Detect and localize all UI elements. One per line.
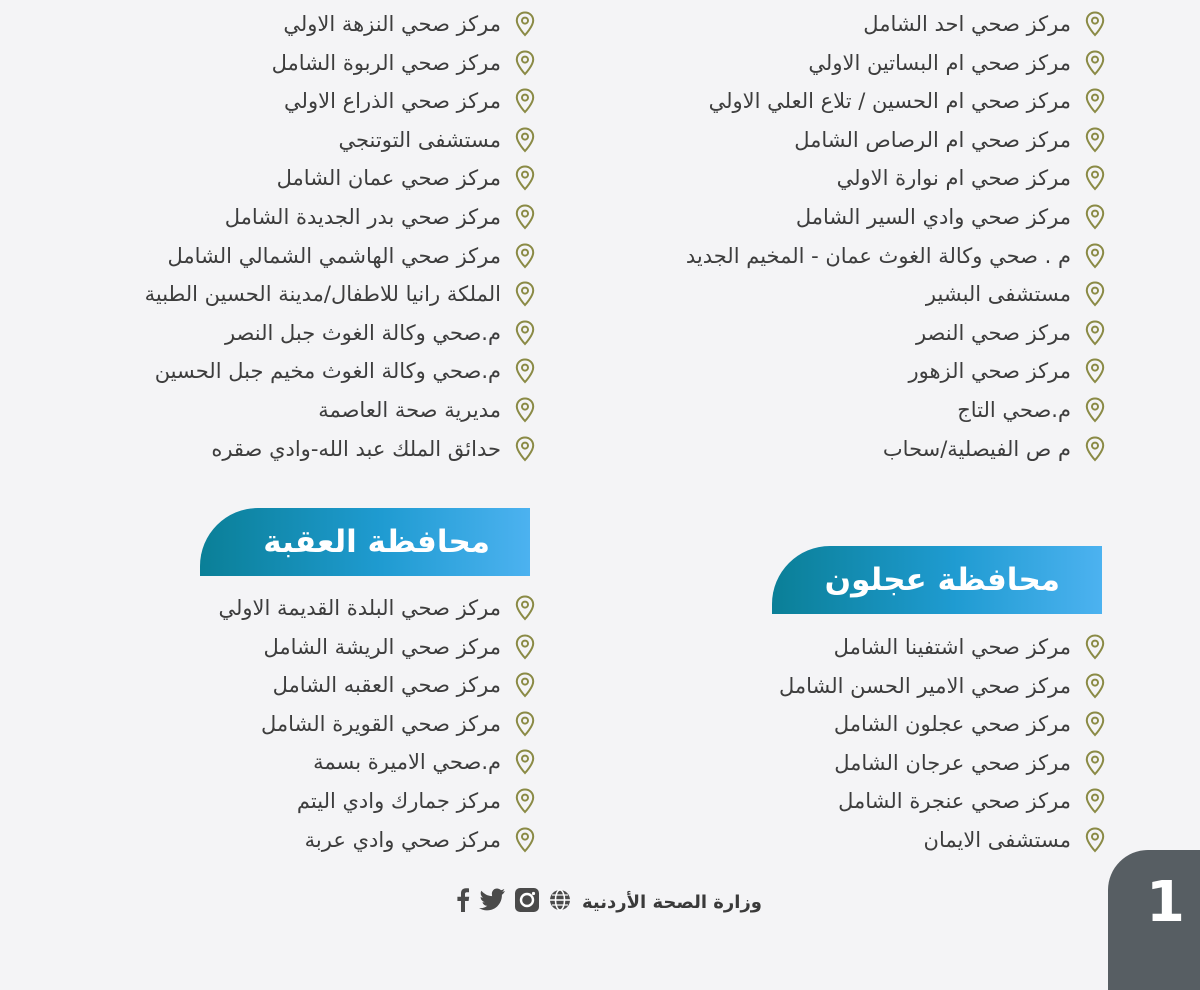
twitter-icon[interactable] bbox=[478, 888, 506, 916]
list-item-label: مركز صحي العقبه الشامل bbox=[272, 673, 501, 698]
footer bbox=[442, 886, 762, 918]
list-item-label: مركز صحي الامير الحسن الشامل bbox=[778, 673, 1071, 698]
list-item bbox=[263, 628, 535, 666]
location-pin-icon bbox=[515, 672, 535, 698]
list-item-label: مركز صحي عمان الشامل bbox=[276, 166, 501, 191]
list-item-label: مركز صحي احد الشامل bbox=[863, 12, 1071, 36]
location-pin-icon bbox=[515, 827, 535, 853]
location-pin-icon bbox=[515, 788, 535, 814]
list-item bbox=[273, 666, 535, 704]
list-item bbox=[834, 744, 1105, 782]
list-item-label: مستشفى البشير bbox=[925, 282, 1071, 307]
list-item-label: مركز صحي الريشة الشامل bbox=[263, 634, 501, 659]
list-item bbox=[838, 782, 1105, 820]
list-item-label: مركز صحي وادي عربة bbox=[304, 827, 501, 852]
location-pin-icon bbox=[1085, 788, 1105, 814]
list-item-label: مديرية صحة العاصمة bbox=[318, 398, 501, 422]
location-pin-icon bbox=[515, 749, 535, 775]
list-item-label: مركز صحي ام نوارة الاولي bbox=[836, 166, 1071, 191]
list-item-label: مركز صحي ام الرصاص الشامل bbox=[794, 127, 1071, 152]
list-item-label: مستشفى الايمان bbox=[923, 828, 1071, 852]
list-item-label: الملكة رانيا للاطفال/مدينة الحسين الطبية bbox=[144, 282, 501, 307]
list-item-label: مركز صحي النزهة الاولي bbox=[283, 12, 501, 36]
list-item-label: م ص الفيصلية/سحاب bbox=[882, 436, 1071, 461]
list-item bbox=[297, 782, 535, 820]
list-item bbox=[834, 705, 1105, 743]
list-item-label: حدائق الملك عبد الله-وادي صقره bbox=[211, 436, 501, 461]
list-item-label: مركز صحي الذراع الاولي bbox=[284, 89, 501, 114]
ministry-name: وزارة الصحة الأردنية bbox=[582, 891, 762, 913]
list-item-label: م.صحي وكالة الغوث جبل النصر bbox=[224, 320, 501, 345]
location-pin-icon bbox=[515, 634, 535, 660]
list-item bbox=[779, 667, 1105, 705]
location-pin-icon bbox=[515, 595, 535, 621]
list-item-label: مركز صحي عنجرة الشامل bbox=[838, 789, 1071, 814]
list-item-label: مركز صحي القويرة الشامل bbox=[261, 711, 501, 736]
list-item-label: مركز جمارك وادي اليتم bbox=[296, 789, 501, 813]
list-item-label: مركز صحي اشتفينا الشامل bbox=[833, 635, 1071, 659]
location-pin-icon bbox=[1085, 673, 1105, 699]
list-item bbox=[924, 821, 1105, 859]
list-item-label: م.صحي وكالة الغوث مخيم جبل الحسين bbox=[154, 359, 501, 384]
list-item-label: مركز صحي الربوة الشامل bbox=[271, 50, 501, 75]
list-item-label: مركز صحي بدر الجديدة الشامل bbox=[224, 205, 501, 229]
location-pin-icon bbox=[1085, 827, 1105, 853]
globe-icon[interactable] bbox=[548, 888, 572, 916]
list-item bbox=[313, 743, 535, 781]
page-number-badge bbox=[1108, 850, 1200, 990]
list-item-label: مركز صحي وادي السير الشامل bbox=[795, 205, 1071, 229]
list-item-label: مركز صحي ام البساتين الاولي bbox=[808, 50, 1071, 75]
location-pin-icon bbox=[1085, 634, 1105, 660]
location-pin-icon bbox=[515, 711, 535, 737]
list-item-label: مركز صحي عرجان الشامل bbox=[834, 750, 1071, 775]
list-item-label: م . صحي وكالة الغوث عمان - المخيم الجديد bbox=[685, 243, 1071, 268]
instagram-icon[interactable] bbox=[514, 887, 540, 917]
list-item-label: مستشفى التوتنجي bbox=[338, 127, 501, 152]
aqaba-title: محافظة العقبة bbox=[263, 524, 490, 560]
list-item-label: م.صحي التاج bbox=[957, 398, 1071, 422]
page-number: 1 bbox=[1146, 870, 1185, 935]
list-item bbox=[218, 589, 535, 627]
list-item-label: مركز صحي الهاشمي الشمالي الشامل bbox=[167, 243, 501, 268]
aqaba-list bbox=[0, 0, 535, 860]
list-item-label: مركز صحي النصر bbox=[915, 320, 1071, 345]
list-item-label: مركز صحي الزهور bbox=[908, 359, 1071, 384]
ajloun-list bbox=[600, 0, 1105, 860]
facebook-icon[interactable] bbox=[456, 888, 470, 916]
list-item bbox=[261, 705, 535, 743]
list-item-label: مركز صحي البلدة القديمة الاولي bbox=[218, 596, 501, 620]
list-item bbox=[305, 821, 535, 859]
list-item-label: مركز صحي ام الحسين / تلاع العلي الاولي bbox=[708, 89, 1071, 114]
list-item-label: م.صحي الاميرة بسمة bbox=[313, 750, 501, 775]
list-item-label: مركز صحي عجلون الشامل bbox=[833, 712, 1071, 737]
location-pin-icon bbox=[1085, 750, 1105, 776]
location-pin-icon bbox=[1085, 711, 1105, 737]
list-item bbox=[834, 628, 1105, 666]
ajloun-title: محافظة عجلون bbox=[824, 562, 1060, 598]
